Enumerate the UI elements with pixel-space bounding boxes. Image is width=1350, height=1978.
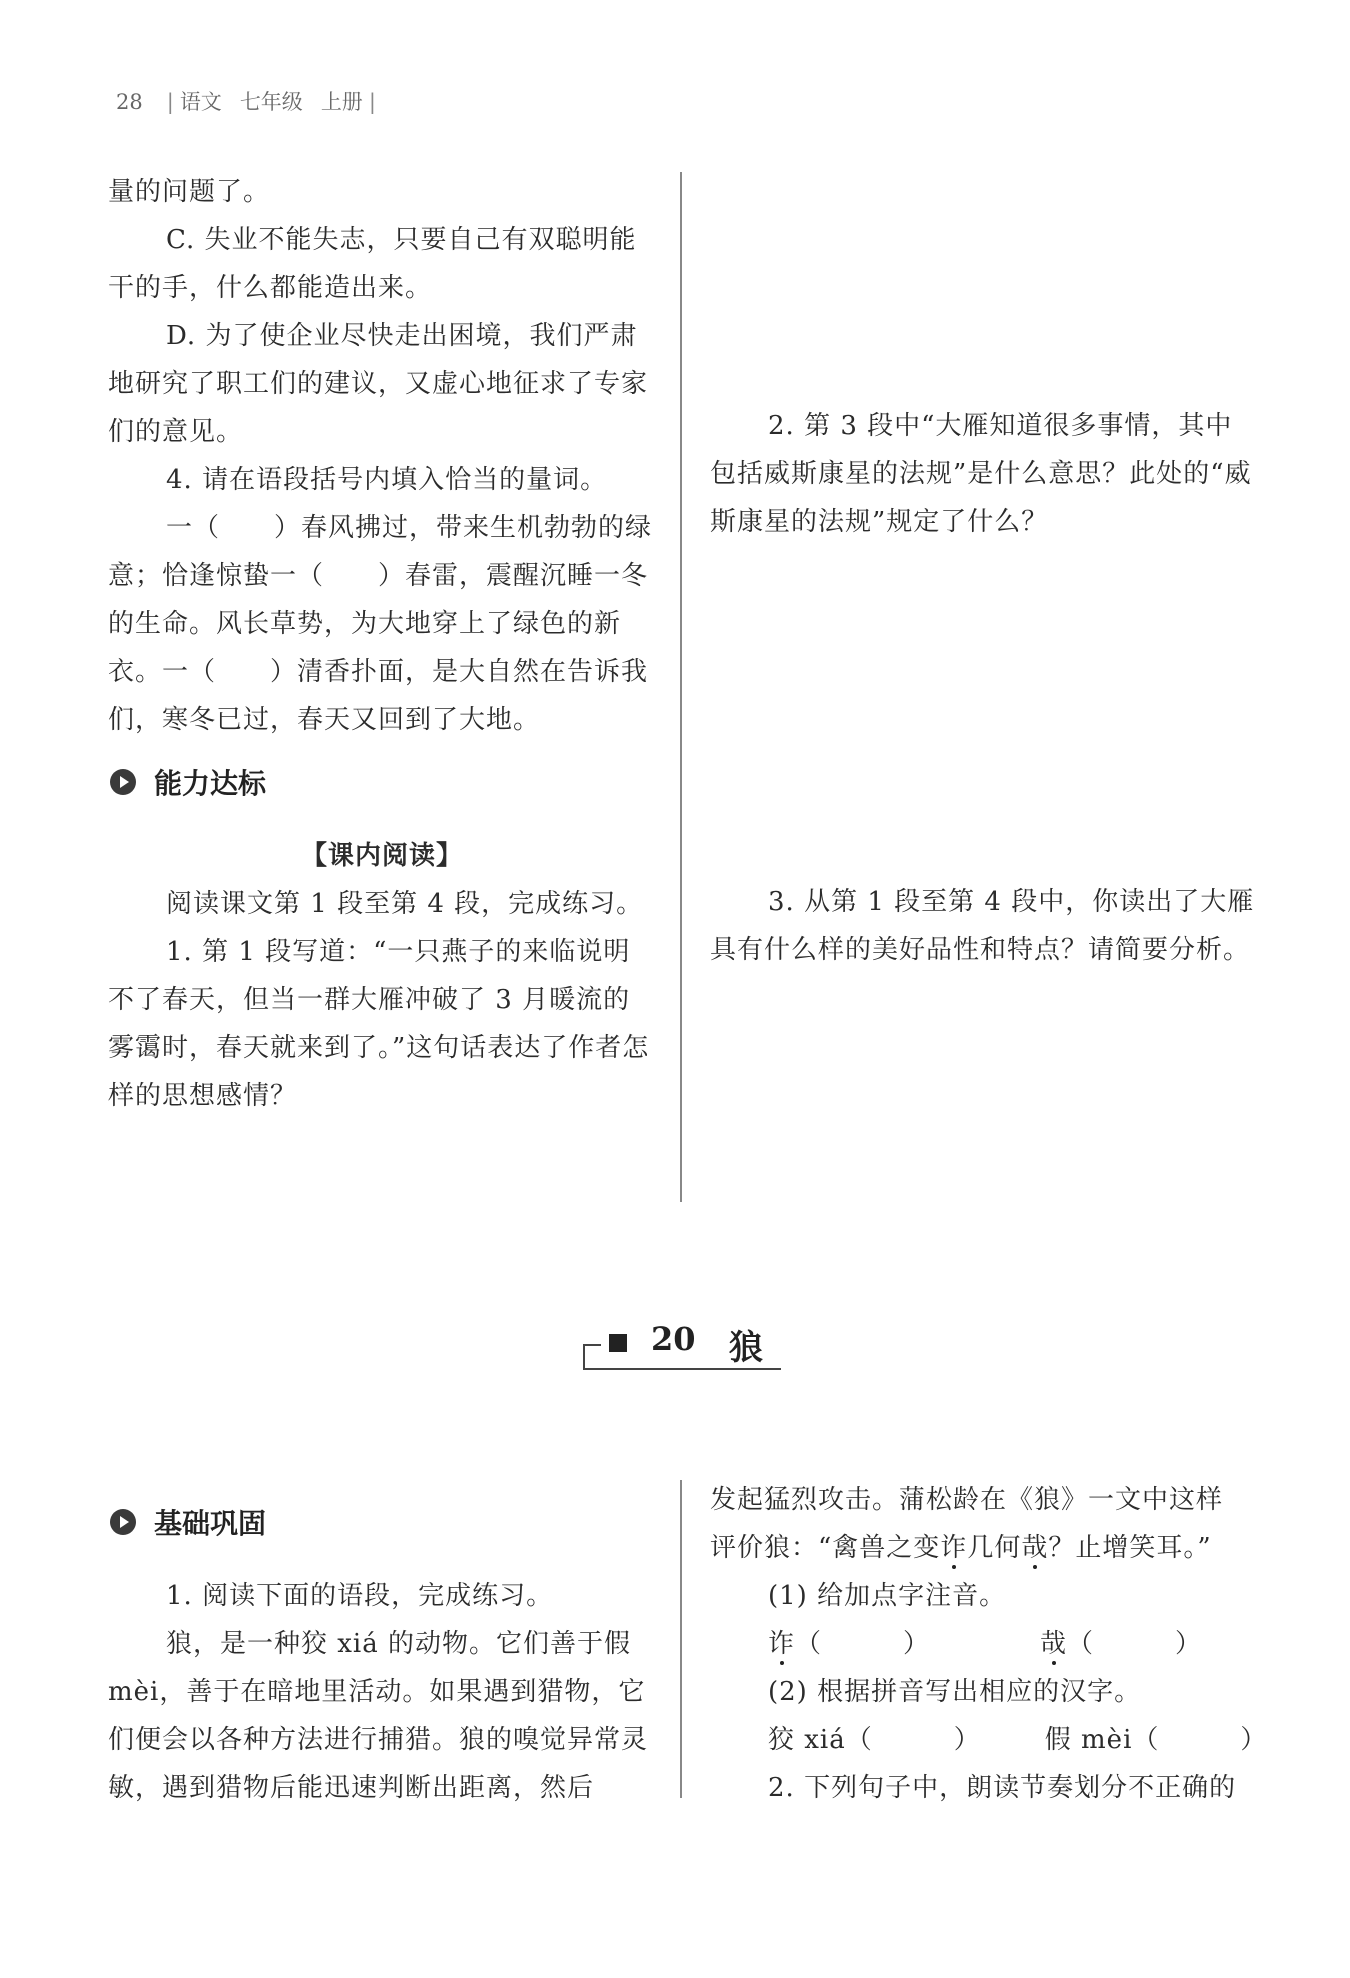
dotted-char: 哉 bbox=[1021, 1533, 1049, 1563]
basics-question-2: 2. 下列句子中，朗读节奏划分不正确的 bbox=[768, 1773, 1237, 1803]
bottom-left-column bbox=[108, 1572, 656, 1812]
lesson-number: 20 bbox=[651, 1320, 696, 1358]
question-4-passage: 一（ ）春风拂过，带来生机勃勃的绿意；恰逢惊蛰一（ ）春雷，震醒沉睡一冬的生命。风长草势，为大地穿上了绿色的新衣。一（ ）清香扑面，是大自然在告诉我们，寒冬已过，春天又回到了大地。 bbox=[108, 513, 653, 735]
top-left-column bbox=[108, 168, 656, 744]
question-4: 4. 请在语段括号内填入恰当的量词。 bbox=[166, 465, 608, 495]
reading-instruction: 阅读课文第 1 段至第 4 段，完成练习。 bbox=[166, 889, 644, 919]
text-line: 量的问题了。 bbox=[108, 177, 271, 207]
lesson-title: 狼 bbox=[729, 1328, 763, 1368]
running-head: 28 | 语文 七年级 上册 | bbox=[116, 90, 376, 114]
play-bullet-icon bbox=[110, 1509, 136, 1535]
section-title: 基础巩固 bbox=[154, 1507, 267, 1540]
section-heading-ability bbox=[110, 762, 266, 802]
sub-question-2: (2) 根据拼音写出相应的汉字。 bbox=[768, 1677, 1142, 1707]
bottom-right-column bbox=[710, 1476, 1270, 1812]
pinyin-fill-row-1: 诈（ ） 哉（ ） bbox=[768, 1629, 1203, 1659]
grade: 七年级 bbox=[239, 90, 303, 114]
sub-question-1: (1) 给加点字注音。 bbox=[768, 1581, 1007, 1611]
section-heading-basics bbox=[110, 1502, 266, 1542]
subject: 语文 bbox=[179, 90, 222, 114]
wolf-passage: 狼，是一种狡 xiá 的动物。它们善于假 mèi，善于在暗地里活动。如果遇到猎物，它们便会以各种方法进行捕猎。狼的嗅觉异常灵敏，遇到猎物后能迅速判断出距离，然后 bbox=[108, 1629, 649, 1803]
passage-quote: 评价狼：“禽兽之变诈几何哉？止增笑耳。” bbox=[710, 1533, 1212, 1563]
lesson-heading bbox=[583, 1320, 783, 1370]
column-divider-bottom bbox=[680, 1480, 682, 1798]
top-right-q3 bbox=[710, 878, 1258, 974]
top-right-q2 bbox=[710, 402, 1258, 546]
reading-question-3: 3. 从第 1 段至第 4 段中，你读出了大雁具有什么样的美好品性和特点？请简要分析。 bbox=[710, 887, 1255, 965]
square-bullet-icon bbox=[609, 1334, 627, 1352]
reading-question-2: 2. 第 3 段中“大雁知道很多事情，其中包括威斯康星的法规”是什么意思？此处的“威斯康星的法规”规定了什么？ bbox=[710, 411, 1252, 537]
section-title: 能力达标 bbox=[154, 767, 267, 800]
volume: 上册 bbox=[320, 90, 363, 114]
option-c: C. 失业不能失志，只要自己有双聪明能干的手，什么都能造出来。 bbox=[108, 225, 637, 303]
reading-block bbox=[108, 832, 656, 1120]
dotted-char: 诈 bbox=[940, 1533, 968, 1563]
passage-continue: 发起猛烈攻击。蒲松龄在《狼》一文中这样 bbox=[710, 1485, 1224, 1515]
subsection-title: 【课内阅读】 bbox=[300, 841, 463, 871]
page-number: 28 bbox=[116, 90, 143, 114]
basics-question-1: 1. 阅读下面的语段，完成练习。 bbox=[166, 1581, 554, 1611]
reading-question-1: 1. 第 1 段写道：“一只燕子的来临说明不了春天，但当一群大雁冲破了 3 月暖流的雾霭时，春天就来到了。”这句话表达了作者怎样的思想感情？ bbox=[108, 937, 650, 1111]
option-d: D. 为了使企业尽快走出困境，我们严肃地研究了职工们的建议，又虚心地征求了专家们的意见。 bbox=[108, 321, 649, 447]
pinyin-fill-row-2: 狡 xiá（ ） 假 mèi（ ） bbox=[768, 1725, 1268, 1755]
column-divider-top bbox=[680, 172, 682, 1202]
play-bullet-icon bbox=[110, 769, 136, 795]
